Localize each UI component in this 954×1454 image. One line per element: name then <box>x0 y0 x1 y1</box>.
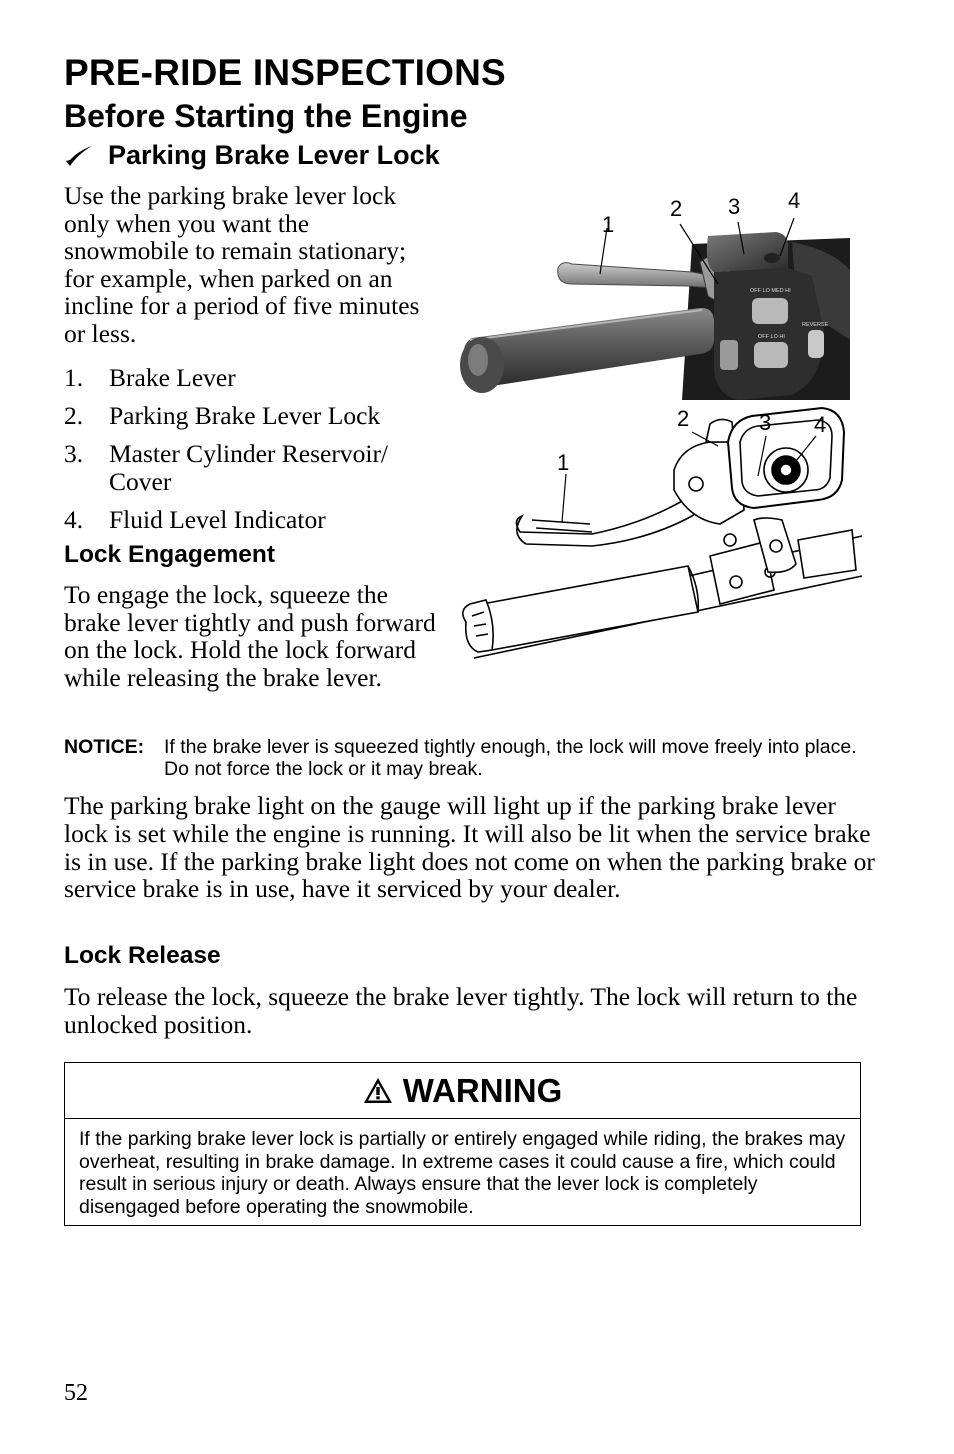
lock-release-text: To release the lock, squeeze the brake lever tightly. The lock will return to the unlocked position. <box>64 982 858 1039</box>
photo-callout-2: 2 <box>670 196 683 221</box>
parts-list <box>64 364 444 544</box>
photo-callout-4: 4 <box>788 188 801 213</box>
list-item-label: Parking Brake Lever Lock <box>109 401 381 430</box>
list-item-number: 4. <box>64 504 84 534</box>
checkmark-icon <box>64 144 94 168</box>
drawing-callout-3: 3 <box>759 410 772 435</box>
brake-lever-illustration <box>452 180 872 660</box>
notice-text: If the brake lever is squeezed tightly enough, the lock will move freely into place. Do not force the lock or it may break. <box>164 736 857 780</box>
list-item-number: 1. <box>64 363 84 392</box>
lock-release-heading: Lock Release <box>64 942 221 969</box>
page-title: PRE-RIDE INSPECTIONS <box>64 52 506 93</box>
warning-text: If the parking brake lever lock is partially or entirely engaged while riding, the brakes may overheat, resulting in brake damage. In extreme cases it could cause a fire, which could result in serious injury or death. Always ensure that the lever lock is completely disengaged before operating the snowmobile. <box>79 1128 846 1218</box>
lock-engagement-text: To engage the lock, squeeze the brake lever tightly and push forward on the lock. Hold the lock forward while releasing the brake lever. <box>64 580 436 692</box>
photo-callout-3: 3 <box>728 194 741 219</box>
drawing-callout-4: 4 <box>814 412 827 437</box>
photo-switch-label: REVERSE <box>802 322 829 328</box>
page-number: 52 <box>64 1380 88 1406</box>
photo-callout-1: 1 <box>602 212 615 237</box>
intro-paragraph: Use the parking brake lever lock only when you want the snowmobile to remain stationary; for example, when parked on an incline for a period of five minutes or less. <box>64 181 420 348</box>
list-item <box>64 402 444 430</box>
list-item-label: Brake Lever <box>109 363 236 392</box>
warning-header <box>65 1063 860 1119</box>
warning-box <box>64 1062 861 1226</box>
list-item-number: 3. <box>64 439 84 468</box>
drawing-callout-1: 1 <box>557 450 570 475</box>
brake-lever-figure <box>452 180 872 660</box>
warning-title: WARNING <box>402 1071 563 1109</box>
list-item-number: 2. <box>64 401 84 430</box>
list-item <box>64 364 444 392</box>
drawing-callout-2: 2 <box>677 406 690 431</box>
line-drawing-panel <box>463 408 862 658</box>
photo-panel <box>458 218 850 400</box>
photo-switch-label: OFF LO HI <box>758 334 785 340</box>
list-item <box>64 440 444 495</box>
photo-switch-label: OFF LO MED HI <box>750 288 791 294</box>
gauge-paragraph: The parking brake light on the gauge will light up if the parking brake lever lock is set while the engine is running. It will also be lit when the service brake is in use. If the parking brake light does not come on when the parking brake or service brake is in use, have it serviced by your dealer. <box>64 791 875 904</box>
warning-triangle-icon <box>363 1077 393 1104</box>
notice-label: NOTICE: <box>64 736 145 758</box>
list-item <box>64 506 444 534</box>
notice <box>64 736 884 780</box>
section-heading-text: Parking Brake Lever Lock <box>108 140 440 170</box>
list-item-label: Fluid Level Indicator <box>109 504 326 534</box>
list-item-label: Master Cylinder Reservoir/ Cover <box>109 439 389 496</box>
lock-engagement-heading: Lock Engagement <box>64 541 276 568</box>
section-heading <box>64 140 440 171</box>
page-subtitle: Before Starting the Engine <box>64 98 468 134</box>
